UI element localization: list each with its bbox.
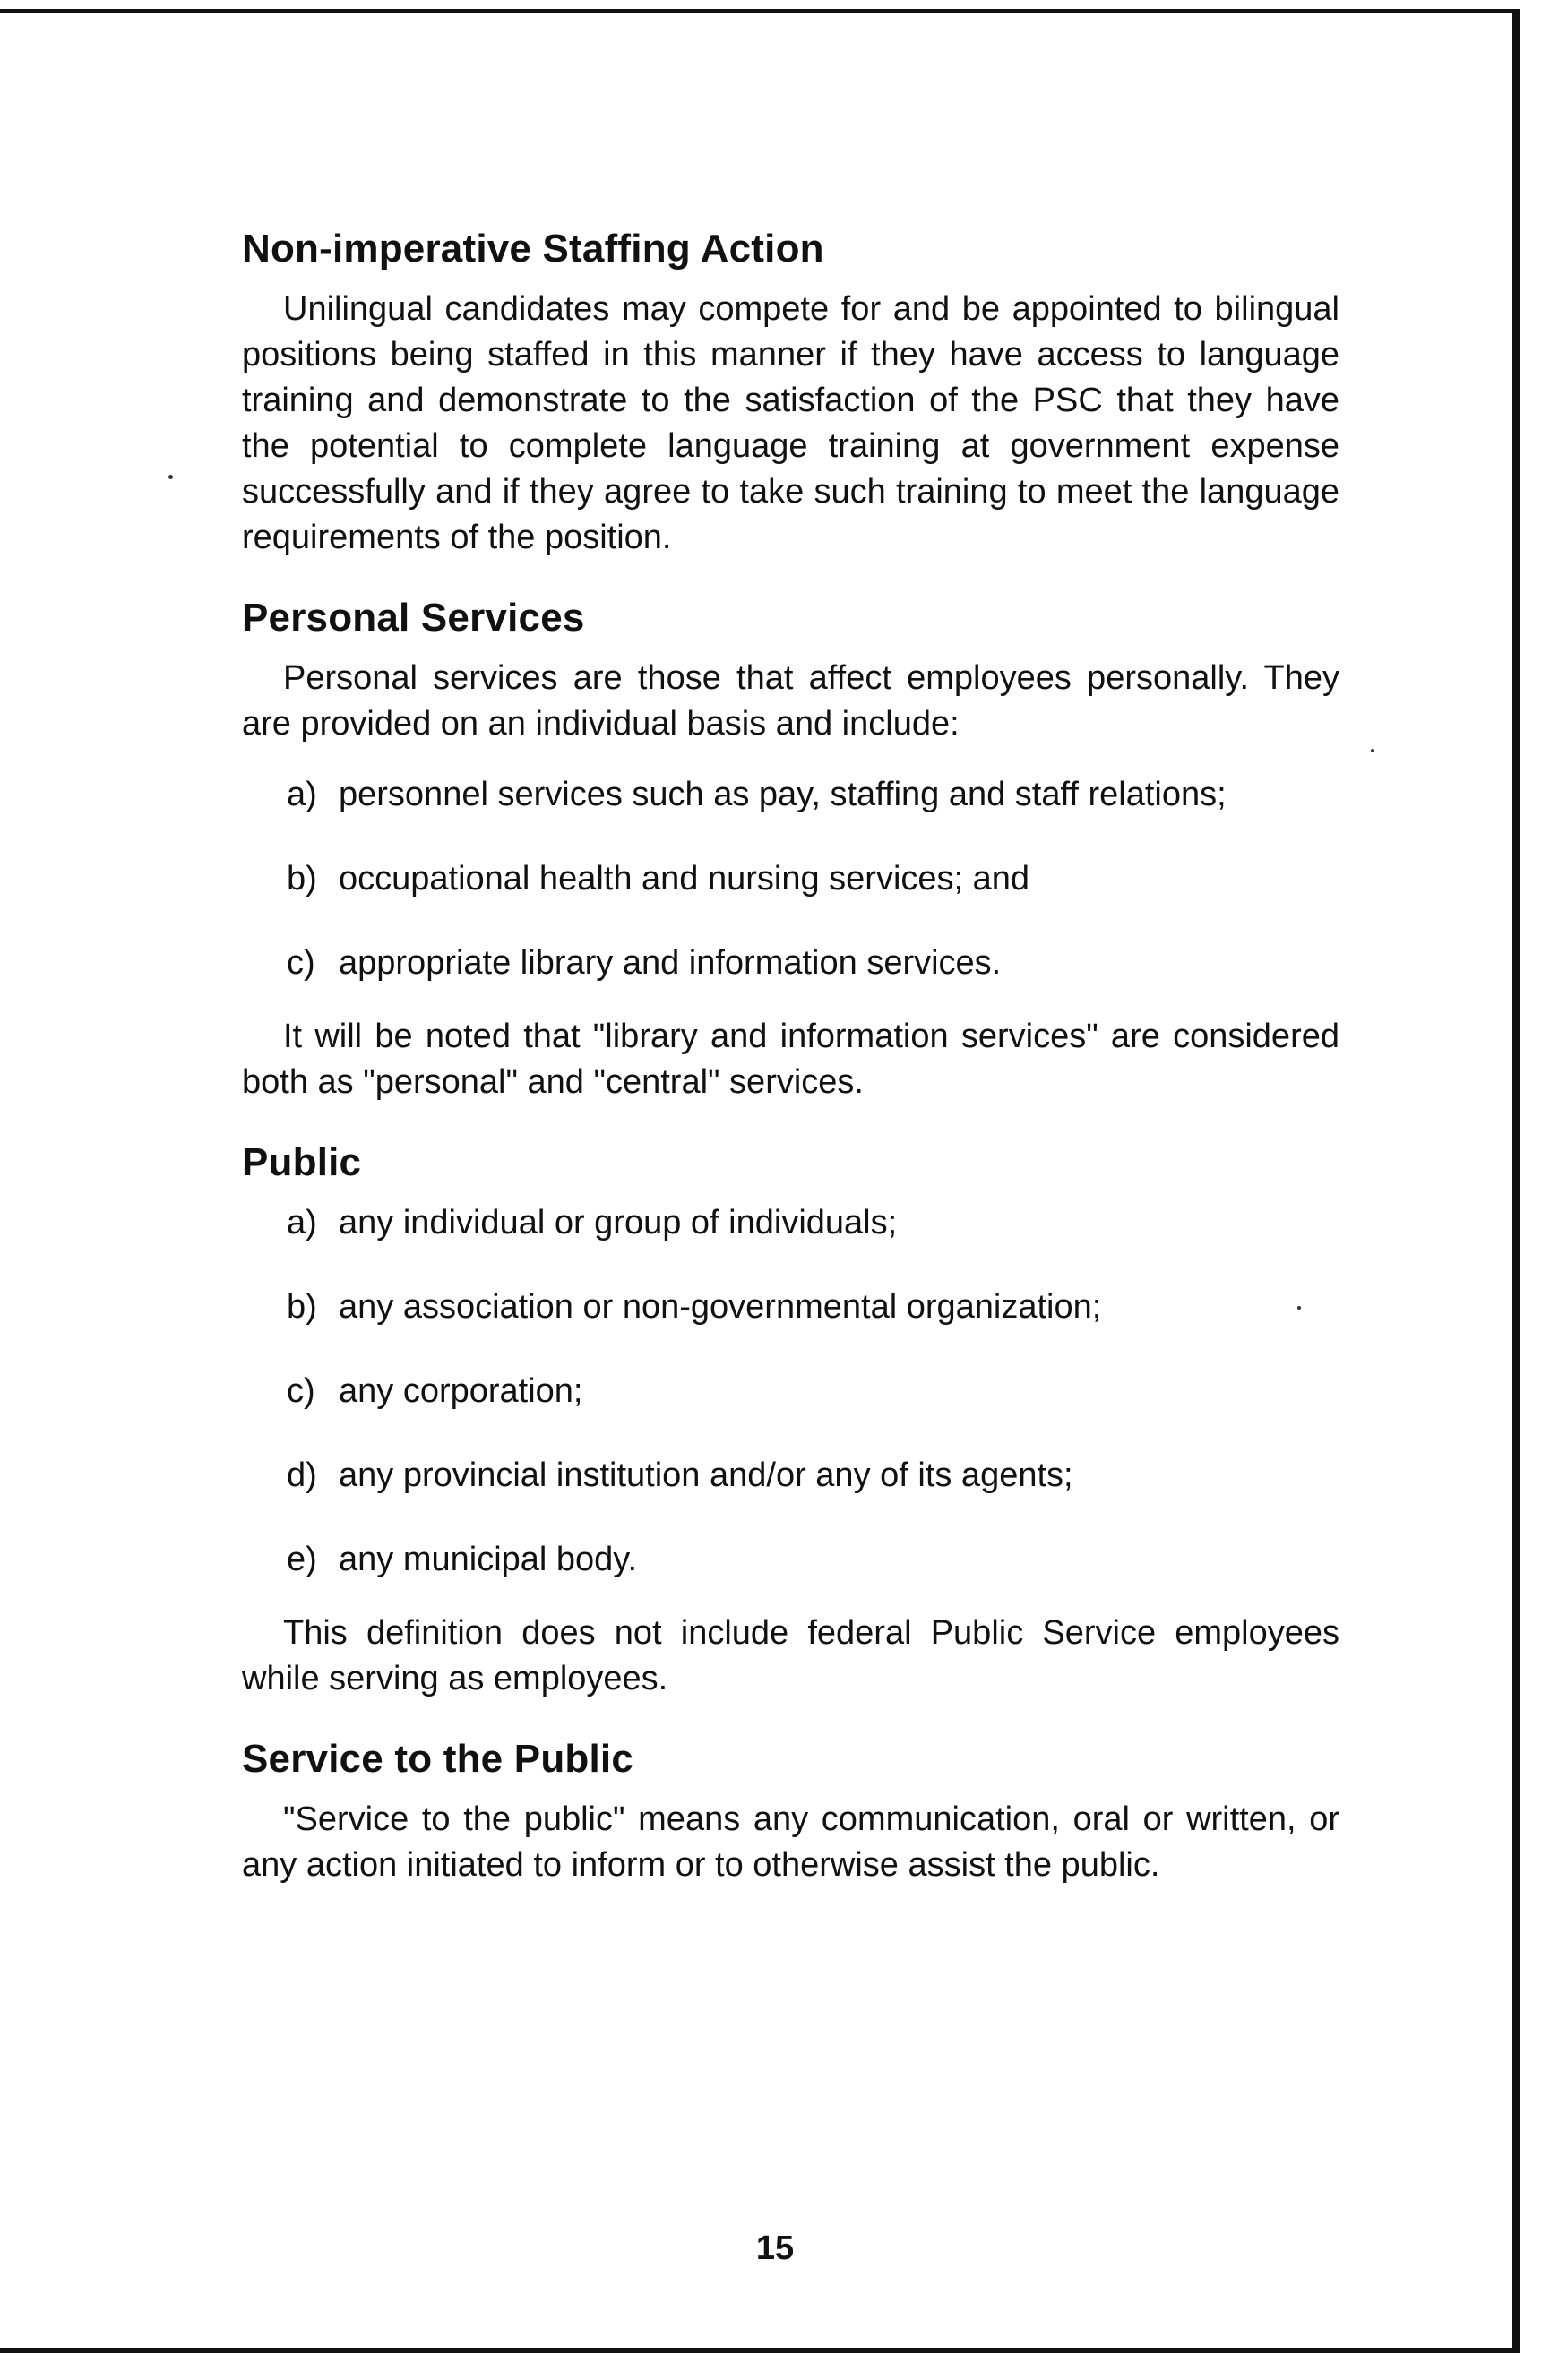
section-heading: Personal Services <box>242 596 585 640</box>
list-item-text: any individual or group of individuals; <box>339 1204 898 1242</box>
section-intro: Personal services are those that affect employees personally. They are provided on an individual basis and include: <box>242 659 1339 743</box>
list-marker: a) <box>287 776 317 813</box>
document-body <box>242 224 1339 1920</box>
list-item-text: any provincial institution and/or any of its agents; <box>339 1456 1073 1494</box>
list-marker: b) <box>287 860 317 898</box>
list-item <box>242 1200 1339 1246</box>
list-item <box>242 772 1339 818</box>
section-heading: Non-imperative Staffing Action <box>242 227 824 271</box>
page-number: 15 <box>755 2230 795 2267</box>
section-public <box>242 1138 1339 1702</box>
list-item <box>242 1369 1339 1414</box>
list-item <box>242 941 1339 986</box>
section-service-to-the-public <box>242 1734 1339 1888</box>
scan-speck <box>1371 749 1374 752</box>
list-item <box>242 1285 1339 1330</box>
list-marker: c) <box>287 1372 315 1410</box>
scan-speck <box>168 475 173 479</box>
section-outro: It will be noted that "library and information services" are considered both as "personal" and "central" services. <box>242 1018 1339 1101</box>
list-item-text: any corporation; <box>339 1372 583 1410</box>
list-marker: a) <box>287 1204 317 1242</box>
list-item-text: appropriate library and information services. <box>339 944 1002 982</box>
definition-list <box>242 772 1339 986</box>
section-outro: This definition does not include federal Public Service employees while serving as employees. <box>242 1614 1339 1697</box>
section-non-imperative-staffing <box>242 224 1339 561</box>
list-marker: e) <box>287 1541 317 1578</box>
section-paragraph: Unilingual candidates may compete for and be appointed to bilingual positions being staffed in this manner if they have access to language training and demonstrate to the satisfaction of the PSC that they have the potential to complete language training at government expense successfully and if they agree to take such training to meet the language requirements of the position. <box>242 290 1339 556</box>
section-personal-services <box>242 593 1339 1105</box>
list-item-text: any municipal body. <box>339 1541 638 1578</box>
definition-list <box>242 1200 1339 1583</box>
list-item <box>242 856 1339 902</box>
section-paragraph: "Service to the public" means any communication, oral or written, or any action initiated to inform or to otherwise assist the public. <box>242 1800 1339 1884</box>
section-heading: Public <box>242 1140 362 1184</box>
list-item <box>242 1453 1339 1499</box>
list-marker: d) <box>287 1456 317 1494</box>
list-marker: c) <box>287 944 315 982</box>
scan-speck <box>1297 1306 1301 1310</box>
list-item <box>242 1537 1339 1583</box>
section-heading: Service to the Public <box>242 1737 634 1781</box>
list-item-text: personnel services such as pay, staffing and staff relations; <box>339 776 1227 813</box>
list-item-text: occupational health and nursing services; and <box>339 860 1030 898</box>
list-marker: b) <box>287 1288 317 1326</box>
list-item-text: any association or non-governmental organization; <box>339 1288 1102 1326</box>
